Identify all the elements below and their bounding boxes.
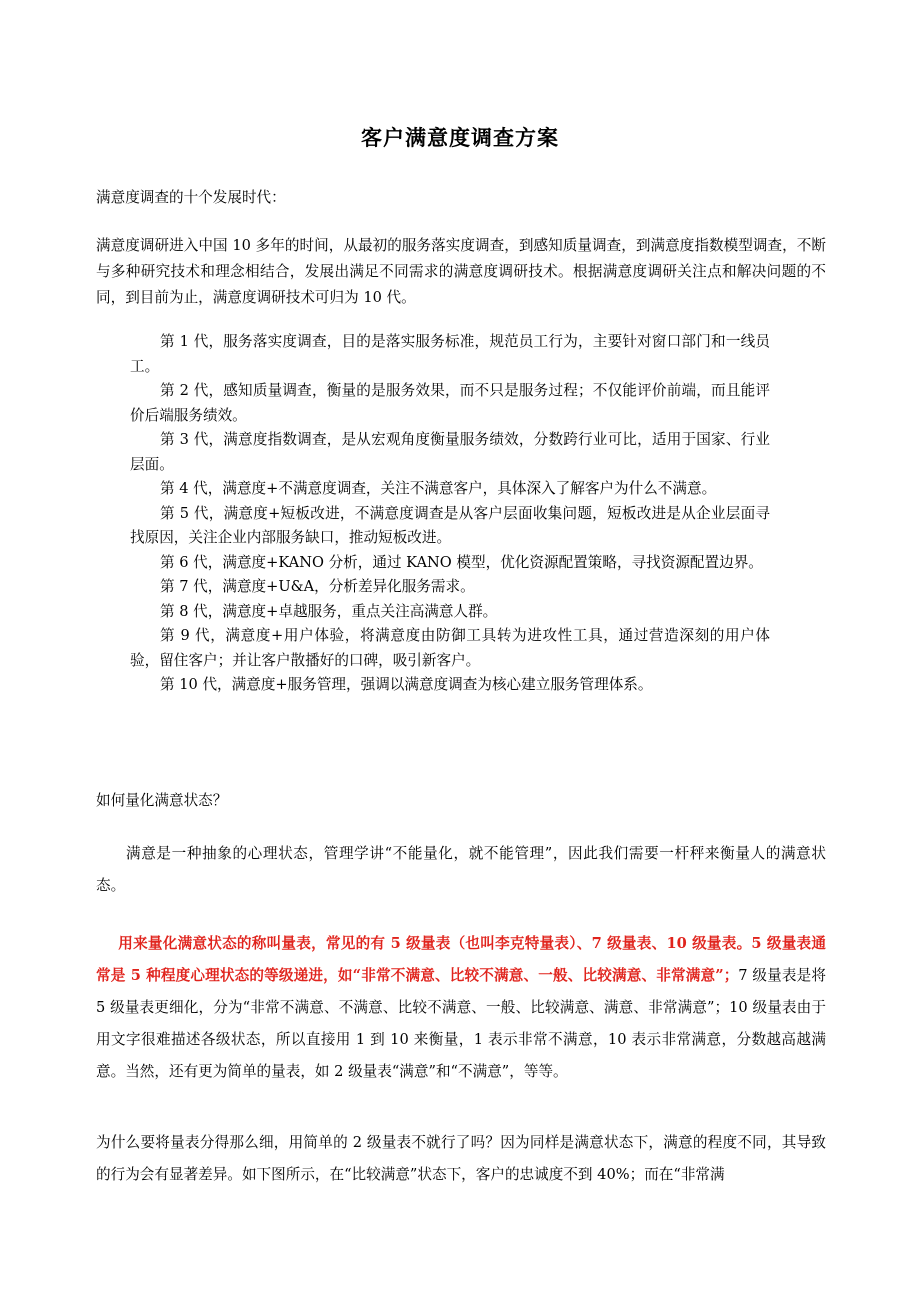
list-item: 第 9 代，满意度+用户体验，将满意度由防御工具转为进攻性工具，通过营造深刻的用户体验，留住客户；并让客户散播好的口碑，吸引新客户。 (130, 627, 770, 669)
document-title: 客户满意度调查方案 (361, 126, 559, 150)
list-item: 第 7 代，满意度+U&A，分析差异化服务需求。 (160, 578, 475, 595)
scale-emphasis-text: 用来量化满意状态的称叫量表，常见的有 5 级量表（也叫李克特量表）、7 级量表、10 级量表。5 级量表通常是 5 种程度心理状态的等级递进，如“非常不满意、比较不满意、一般、比较满意、非常满意”； (96, 935, 826, 984)
list-item: 第 8 代，满意度+卓越服务，重点关注高满意人群。 (160, 602, 498, 620)
list-item: 第 4 代，满意度+不满意度调查，关注不满意客户，具体深入了解客户为什么不满意。 (160, 480, 717, 497)
intro-heading: 满意度调查的十个发展时代： (96, 189, 286, 206)
list-item: 第 5 代，满意度+短板改进，不满意度调查是从客户层面收集问题，短板改进是从企业层面寻找原因，关注企业内部服务缺口，推动短板改进。 (130, 504, 770, 546)
list-item: 第 2 代，感知质量调查，衡量的是服务效果，而不只是服务过程；不仅能评价前端，而且能评价后端服务绩效。 (130, 382, 770, 424)
list-item: 第 6 代，满意度+KANO 分析，通过 KANO 模型，优化资源配置策略，寻找资源配置边界。 (160, 553, 763, 571)
list-item: 第 10 代，满意度+服务管理，强调以满意度调查为核心建立服务管理体系。 (160, 676, 653, 693)
generations-list (130, 330, 770, 698)
intro-paragraph: 满意度调研进入中国 10 多年的时间，从最初的服务落实度调查，到感知质量调查，到满意度指数模型调查，不断与多种研究技术和理念相结合，发展出满足不同需求的满意度调研技术。根据满意度调研关注点和解决问题的不同，到目前为止，满意度调研技术可归为 10 代。 (96, 237, 826, 306)
scale-detail-text: 7 级量表是将 5 级量表更细化，分为“非常不满意、不满意、比较不满意、一般、比较满意、满意、非常满意”；10 级量表由于用文字很难描述各级状态，所以直接用 1 到 10 来衡量，1 表示非常不满意，10 表示非常满意，分数越高越满意。当然，还有更为简单的量表，如 2 级量表“满意”和“不满意”，等等。 (96, 967, 826, 1080)
list-item: 第 3 代，满意度指数调查，是从宏观角度衡量服务绩效，分数跨行业可比，适用于国家、行业层面。 (130, 431, 770, 473)
scale-paragraph (96, 928, 826, 1088)
list-item: 第 1 代，服务落实度调查，目的是落实服务标准，规范员工行为，主要针对窗口部门和一线员工。 (130, 333, 770, 375)
why-paragraph: 为什么要将量表分得那么细，用简单的 2 级量表不就行了吗？因为同样是满意状态下，满意的程度不同，其导致的行为会有显著差异。如下图所示，在“比较满意”状态下，客户的忠诚度不到 40%；而在“非常满 (96, 1134, 826, 1183)
question-heading: 如何量化满意状态？ (96, 792, 228, 809)
question-paragraph: 满意是一种抽象的心理状态，管理学讲“不能量化，就不能管理”，因此我们需要一杆秤来衡量人的满意状态。 (96, 845, 826, 894)
